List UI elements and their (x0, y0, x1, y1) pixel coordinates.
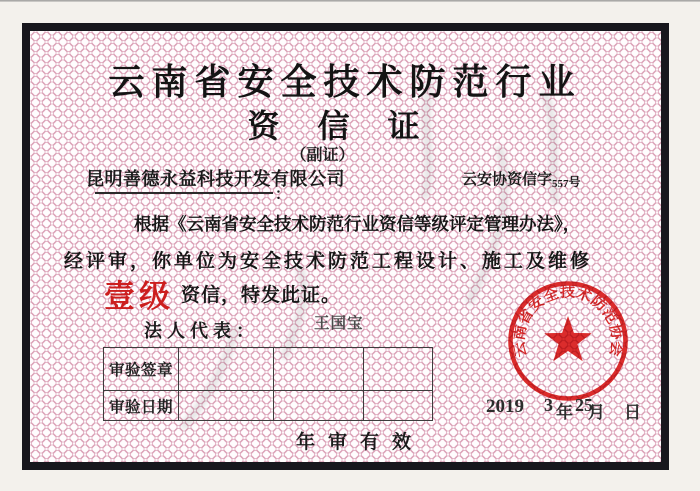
company-name-colon: ： (275, 187, 291, 203)
review-table-empty-cell (179, 391, 274, 421)
issue-date-year-unit: 年 (556, 403, 573, 422)
legal-representative-name: 王国宝 (314, 315, 364, 332)
review-date-label: 审验日期 (104, 391, 179, 421)
issue-date-day: 25 (575, 395, 593, 415)
seal-text: 云南省安全技术防范协会 (511, 284, 625, 359)
review-table-row-date (104, 391, 433, 421)
body-text-line3: 资信，特发此证。 (181, 285, 342, 306)
annual-review-note: 年审有效 (295, 432, 424, 453)
review-seal-label: 审验签章 (104, 348, 179, 391)
issue-date-month: 3 (544, 395, 553, 415)
review-table-empty-cell (364, 391, 433, 421)
review-table-row-seal (104, 348, 433, 391)
certificate-number-prefix: 云安协资信字 (462, 172, 553, 188)
company-name-underline (95, 192, 273, 194)
body-text-line2: 经评审，你单位为安全技术防范工程设计、施工及维修 (64, 251, 593, 272)
certificate-title-line1: 云南省安全技术防范行业 (108, 62, 582, 102)
issue-date-month-unit: 月 (588, 403, 605, 422)
seal-star-icon (544, 316, 592, 361)
certificate-subtitle: （副证） (290, 147, 355, 164)
legal-representative-label: 法人代表： (144, 321, 259, 341)
review-table-empty-cell (274, 348, 364, 391)
certificate-number (462, 168, 581, 189)
credit-grade: 壹级 (104, 279, 174, 314)
review-table (103, 347, 433, 421)
review-table-empty-cell (274, 391, 364, 421)
certificate-number-suffix: 号 (568, 175, 581, 189)
body-text-line1: 根据《云南省安全技术防范行业资信等级评定管理办法》， (134, 214, 581, 234)
scan-top-edge (0, 0, 700, 2)
issue-date-year: 2019 (486, 396, 524, 417)
association-seal (504, 277, 632, 405)
certificate-number-value: 557 (552, 178, 569, 190)
issue-date-day-unit: 日 (624, 403, 641, 422)
review-table-empty-cell (364, 348, 433, 391)
review-table-empty-cell (179, 348, 274, 391)
certificate-title-line2: 资信证 (247, 108, 458, 144)
company-name: 昆明善德永益科技开发有限公司 (86, 169, 345, 189)
